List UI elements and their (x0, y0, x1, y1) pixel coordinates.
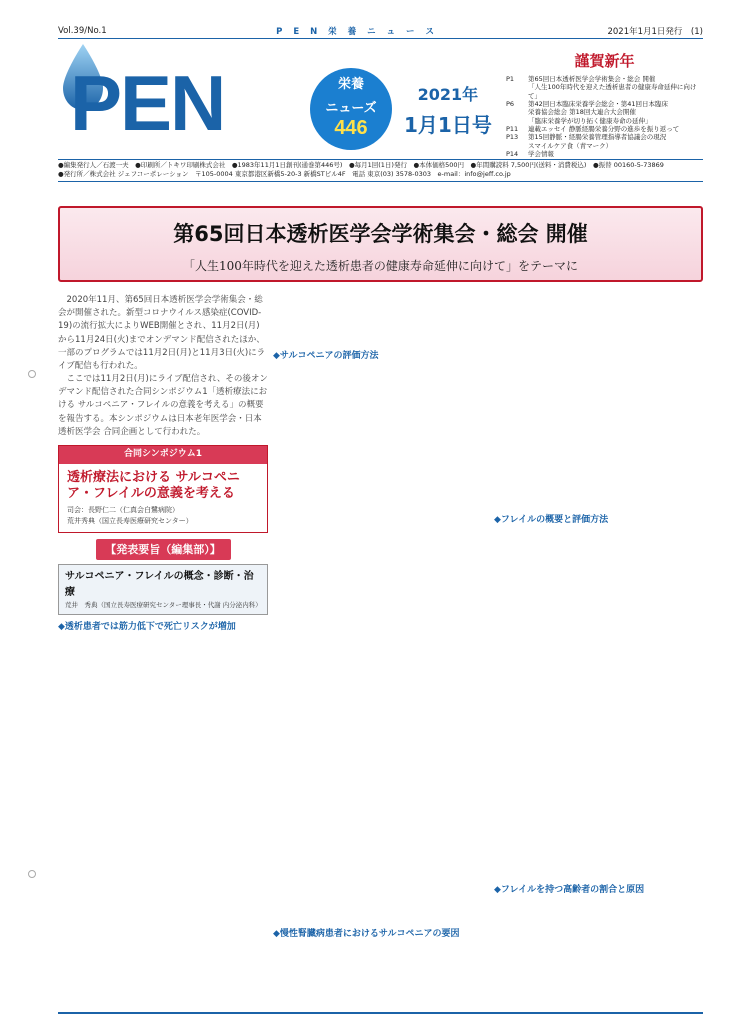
top-bar (58, 24, 703, 39)
toc-row: P6 第42回日本臨床栄養学会総会・第41回日本臨床 (506, 99, 669, 108)
greeting: 謹賀新年 (574, 52, 635, 70)
page-bottom-rule (58, 1012, 703, 1014)
symposium-chairs: 司会：長野仁二（仁真会白鷺病院） 荒井秀典（国立長寿医療研究センター） (67, 506, 193, 525)
lead-paragraph: ここでは11月2日(月)にライブ配信され、その後オンデマンド配信された合同シンポジウム1「透析療法における サルコペニア・フレイルの意義を考える」の概要を報告する。本シンポジウムは日本老年医学会・日本透析医学会 合同企画として行われた。 (58, 374, 268, 437)
lecture-author: 荒井 秀典（国立長寿医療研究センター理事長・代謝 内分泌内科） (65, 601, 262, 610)
colophon-line: ●編集発行人／石渡一夫 ●印刷所／トキワ印刷株式会社 ●1983年11月1日創刊(通巻第446号) ●毎月1回(1日)発行 ●本体価格500円 ●年間購読料 7,500円(送料・消費税込) ●振替 00160-5-73869 (58, 161, 664, 169)
lead-paragraph: 2020年11月、第65回日本透析医学会学術集会・総会が開催された。新型コロナウイルス感染症(COVID-19)の流行拡大によりWEB開催とされ、11月2日(月)から11月24日(火)までオンデマンド配信されたほか、一部のプログラムでは11月2日(月)と11月3日(火)にライブ配信も行われた。 (58, 295, 266, 371)
toc-row: P13 第15回静脈・経腸栄養管理指導者協議会の現況 (506, 133, 667, 142)
pen-logo: PEN (70, 59, 225, 147)
issue-day: 1月1日号 (404, 113, 492, 137)
symposium-title: 透析療法における サルコペニア・フレイルの意義を考える (67, 469, 240, 502)
symposium-label: 合同シンポジウム1 (59, 446, 267, 464)
toc-row: 「人生100年時代を迎えた透析患者の健康寿命延伸に向けて」 (528, 83, 697, 100)
toc-row: P14 学会情報 (506, 149, 554, 158)
headline-title: 第65回日本透析医学会学術集会・総会 開催 (173, 222, 588, 246)
summary-label: 【発表要旨（編集部）】 (96, 539, 231, 560)
issue-date: 2021年1月1日発行 (1) (607, 27, 703, 37)
section-heading: ◆フレイルを持つ高齢者の割合と原因 (494, 884, 645, 895)
lecture-title: サルコペニア・フレイルの概念・診断・治療 (65, 571, 254, 598)
column-1 (58, 294, 268, 637)
badge-line2: ニューズ (325, 101, 377, 117)
toc-row: 栄養協会総会 第18回大連合大会開催 (528, 108, 636, 117)
toc-row: P11 連載エッセイ 静脈経腸栄養分野の進歩を振り返って (506, 124, 680, 133)
binder-hole (28, 870, 36, 878)
toc-row: P1 第65回日本透析医学会学術集会・総会 開催 (506, 75, 656, 83)
colophon-line: ●発行所／株式会社 ジェフコーポレーション 〒105-0004 東京都港区新橋5-20-3 新橋STビル4F 電話 東京(03) 3578-0303 e-mail：info@jeff.co.jp (58, 170, 511, 179)
volume-label: Vol.39/No.1 (58, 26, 107, 36)
section-heading: ◆フレイルの概要と評価方法 (494, 515, 609, 525)
masthead (58, 42, 703, 157)
symposium-box (58, 445, 268, 533)
issue-badge (310, 68, 392, 150)
colophon (58, 159, 703, 182)
table-of-contents (506, 42, 703, 158)
issue-year: 2021年 (417, 85, 479, 104)
toc-row: スマイルケア食（青マーク） (528, 141, 613, 150)
lecture-box (58, 564, 268, 615)
headline-box (58, 206, 703, 282)
section-heading: ◆透析患者では筋力低下で死亡リスクが増加 (58, 622, 236, 633)
binder-hole (28, 370, 36, 378)
section-heading: ◆サルコペニアの評価方法 (273, 351, 379, 361)
headline-subtitle: 「人生100年時代を迎えた透析患者の健康寿命延伸に向けて」をテーマに (183, 259, 578, 273)
toc-row: 「臨床栄養学が切り拓く健康寿命の延伸」 (528, 116, 652, 125)
paper-name: P E N 栄 養 ニ ュ ー ス (276, 27, 438, 37)
issue-date-block (404, 82, 492, 138)
badge-number: 446 (334, 116, 368, 139)
badge-line1: 栄養 (337, 77, 364, 92)
section-heading: ◆慢性腎臓病患者におけるサルコペニアの要因 (273, 928, 460, 939)
column-2 (273, 294, 486, 944)
column-3 (494, 294, 703, 900)
